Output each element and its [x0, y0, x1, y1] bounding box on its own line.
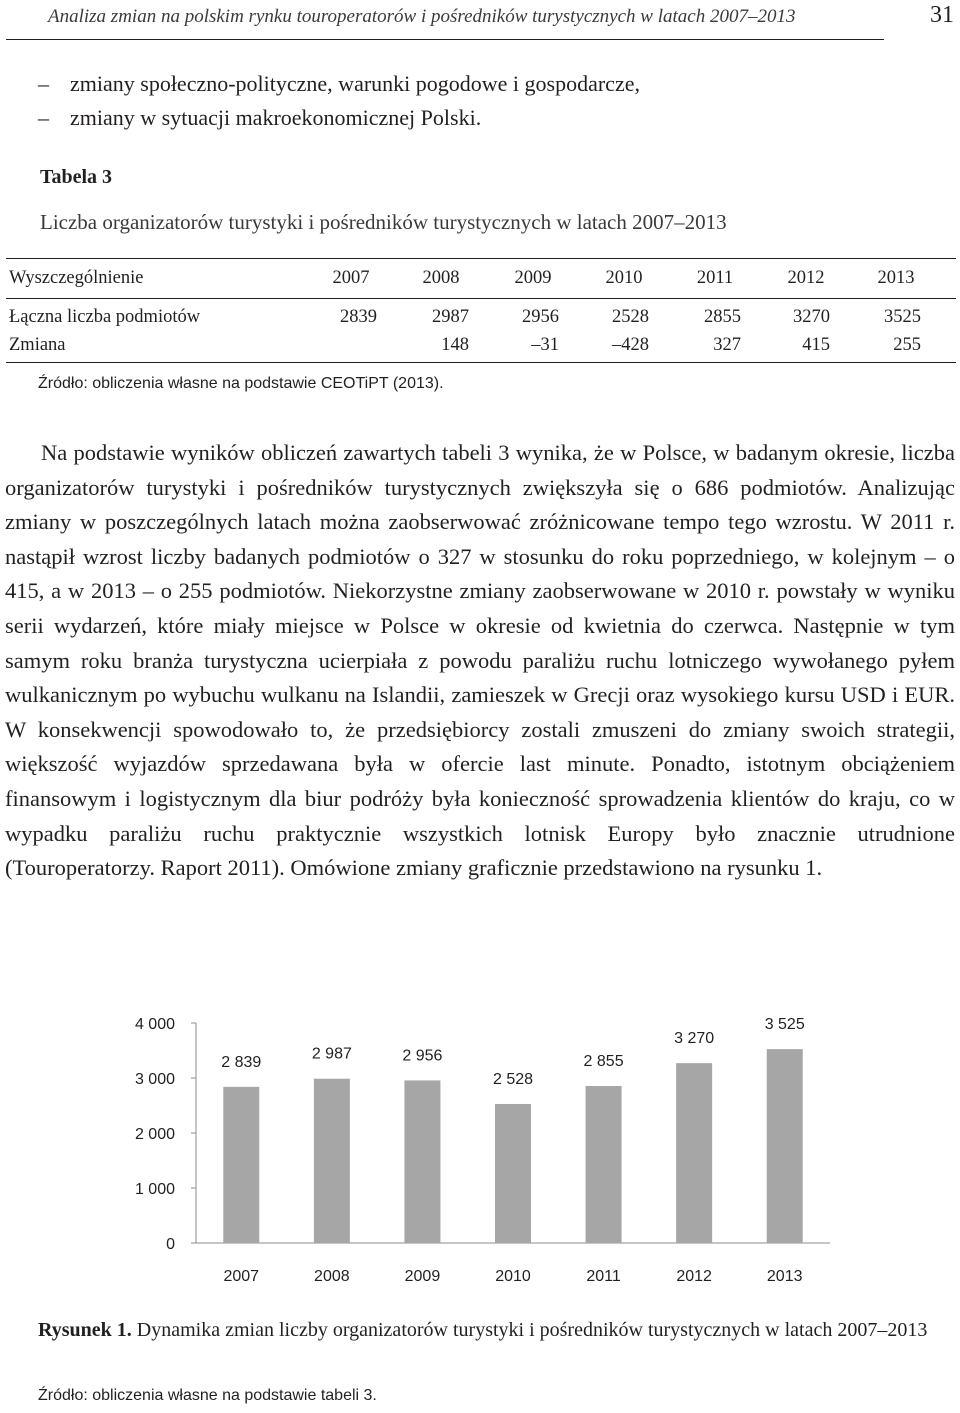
data-label: 2 839 [221, 1053, 262, 1071]
data-label: 3 270 [674, 1030, 715, 1048]
table-cell: 2987 [432, 307, 469, 327]
y-tick-label: 0 [166, 1236, 175, 1253]
figure-source: Źródło: obliczenia własne na podstawie tabeli 3. [38, 1387, 377, 1404]
bar [223, 1087, 259, 1243]
x-tick-label: 2011 [586, 1268, 621, 1285]
bar [586, 1086, 622, 1243]
table-source: Źródło: obliczenia własne na podstawie CEOTiPT (2013). [38, 375, 444, 392]
table-cell: 415 [802, 335, 830, 355]
table-cell: 2839 [340, 307, 377, 327]
figure-caption-text: Dynamika zmian liczby organizatorów turystyki i pośredników turystycznych w latach 2007–2013 [136, 1319, 928, 1341]
table-header-cell: 2010 [605, 268, 643, 288]
data-label: 2 855 [583, 1052, 624, 1070]
table-cell: 3525 [884, 307, 921, 327]
bullet-item [38, 71, 640, 97]
bar [676, 1063, 712, 1243]
table-row-label: Łączna liczba podmiotów [9, 307, 201, 327]
data-label: 2 528 [492, 1070, 534, 1088]
table-header-rule [6, 298, 956, 299]
y-tick-label: 1 000 [134, 1181, 175, 1198]
y-tick-label: 4 000 [134, 1016, 175, 1033]
x-tick-label: 2013 [766, 1268, 803, 1285]
table-header-row [0, 268, 960, 294]
x-tick-label: 2009 [404, 1268, 441, 1285]
y-tick-label: 3 000 [134, 1071, 175, 1088]
table-top-rule [6, 258, 956, 259]
table-row-label: Zmiana [9, 335, 66, 355]
table-header-cell: Wyszczególnienie [9, 268, 144, 288]
body-paragraph: Na podstawie wyników obliczeń zawartych tabeli 3 wynika, że w Polsce, w badanym okresie, liczba organizatorów turystyki i pośredników turystycznych zwiększyła się o 686 podmiotów. Analizując zmiany w poszczególnych latach można zaobserwować zróżnicowane tempo tego wzrostu. W 2011 r. nastąpił wzrost liczby badanych podmiotów o 327 w stosunku do roku poprzedniego, w kolejnym – o 415, a w 2013 – o 255 podmiotów. Niekorzystne zmiany zaobserwowane w 2010 r. powstały w wyniku serii wydarzeń, które miały miejsce w Polsce w okresie od kwietnia do czerwca. Następnie w tym samym roku branża turystyczna ucierpiała z powodu paraliżu ruchu lotniczego wywołanego pyłem wulkanicznym po wybuchu wulkanu na Islandii, zamieszek w Grecji oraz wysokiego kursu USD i EUR. W konsekwencji spowodowało to, że przedsiębiorcy zostali zmuszeni do zmiany swoich strategii, większość wyjazdów sprzedawana była w ofercie last minute. Ponadto, istotnym obciążeniem finansowym i logistycznym dla biur podróży była konieczność sprowadzenia klientów do kraju, co w wypadku paraliżu ruchu praktycznie wszystkich lotnisk Europy było znacznie utrudnione (Touroperatorzy. Raport 2011). Omówione zmiany graficznie przedstawiono na rysunku 1. [5, 440, 955, 881]
chart-canvas [0, 1000, 960, 1300]
page-number: 31 [930, 2, 954, 28]
table-cell: –428 [612, 335, 649, 355]
header-rule [6, 39, 884, 40]
table-header-cell: 2013 [877, 268, 915, 288]
running-header: Analiza zmian na polskim rynku touroperatorów i pośredników turystycznych w latach 2007–2013 [48, 6, 796, 27]
x-tick-label: 2010 [495, 1268, 531, 1285]
bar [404, 1080, 440, 1243]
x-tick-label: 2007 [223, 1268, 260, 1285]
table-bottom-rule [6, 362, 956, 363]
table-row [0, 307, 960, 333]
table-cell: 2855 [704, 307, 741, 327]
bar [767, 1049, 803, 1243]
table-cell: 3270 [793, 307, 830, 327]
x-tick-label: 2008 [314, 1268, 350, 1285]
table-cell: 327 [713, 335, 741, 355]
table-header-cell: 2012 [787, 268, 825, 288]
table-header-cell: 2007 [332, 268, 370, 288]
table-header-cell: 2009 [514, 268, 552, 288]
data-label: 2 956 [402, 1047, 443, 1065]
table-cell: 148 [441, 335, 469, 355]
table-label: Tabela 3 [40, 166, 113, 188]
table-cell: 255 [893, 335, 921, 355]
bar-chart [0, 1000, 960, 1300]
y-tick-label: 2 000 [134, 1126, 175, 1143]
table-cell: 2528 [612, 307, 649, 327]
bullet-dash: – [38, 105, 49, 130]
data-label: 2 987 [311, 1045, 352, 1063]
x-tick-label: 2012 [676, 1268, 712, 1285]
table-header-cell: 2011 [696, 268, 734, 288]
table-cell: 2956 [522, 307, 559, 327]
figure-label: Rysunek 1. [38, 1319, 132, 1341]
table-cell: –31 [531, 335, 559, 355]
table-header-cell: 2008 [422, 268, 460, 288]
bar [314, 1079, 350, 1243]
table-caption: Liczba organizatorów turystyki i pośredników turystycznych w latach 2007–2013 [40, 210, 727, 234]
bullet-text: zmiany w sytuacji makroekonomicznej Polski. [70, 105, 482, 130]
bullet-text: zmiany społeczno-polityczne, warunki pogodowe i gospodarcze, [70, 71, 640, 96]
bullet-dash: – [38, 71, 49, 96]
data-label: 3 525 [764, 1016, 805, 1034]
table-row [0, 335, 960, 361]
bullet-item [38, 105, 481, 131]
figure-caption [38, 1316, 938, 1344]
bar [495, 1104, 531, 1243]
